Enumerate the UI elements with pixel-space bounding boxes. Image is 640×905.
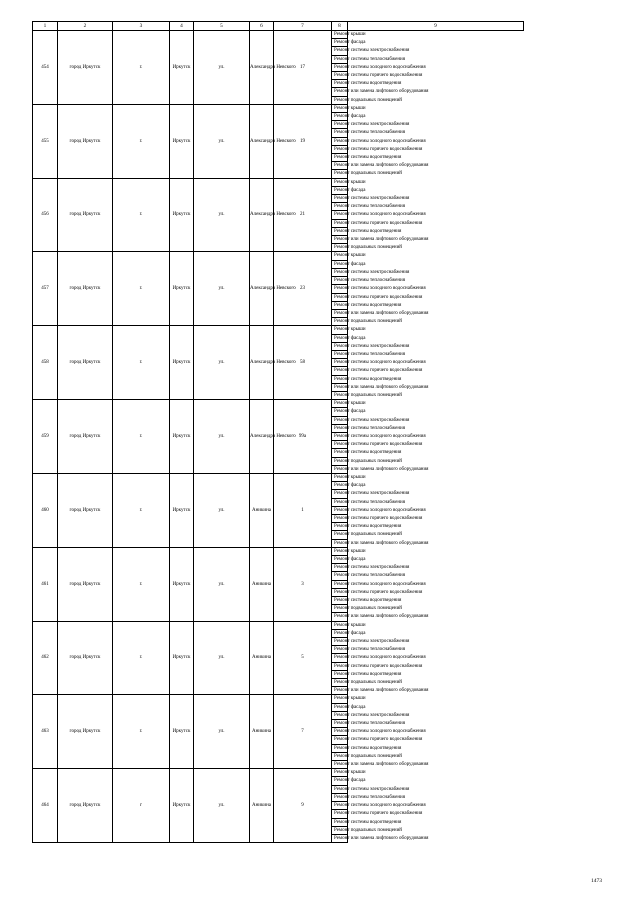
municipality: город Иркутск xyxy=(58,547,113,621)
repair-work-item: Ремонт системы водоотведения xyxy=(332,597,348,605)
column-number: 8 xyxy=(332,22,348,31)
street-name: Аникина xyxy=(250,695,274,769)
place-type: г. xyxy=(113,31,170,105)
column-number: 5 xyxy=(194,22,250,31)
repair-work-item: Ремонт системы холодного водоснабжения xyxy=(332,359,348,367)
table-row xyxy=(33,178,524,186)
record-number: 460 xyxy=(33,473,58,547)
repair-work-item: Ремонт системы горячего водоснабжения xyxy=(332,588,348,596)
place-type: г. xyxy=(113,400,170,474)
place-type: г. xyxy=(113,326,170,400)
repair-work-item: Ремонт крыши xyxy=(332,473,348,481)
repair-work-item: Ремонт системы теплоснабжения xyxy=(332,277,348,285)
repair-work-item: Ремонт фасада xyxy=(332,482,348,490)
table-row xyxy=(33,621,524,629)
street-type: ул. xyxy=(194,621,250,695)
repair-schedule-table xyxy=(32,21,524,843)
repair-work-item: Ремонт системы электроснабжения xyxy=(332,490,348,498)
repair-work-item: Ремонт подвальных помещений xyxy=(332,96,348,104)
repair-work-item: Ремонт системы горячего водоснабжения xyxy=(332,662,348,670)
place-name: Иркутск xyxy=(170,104,194,178)
table-row xyxy=(33,473,524,481)
repair-work-item: Ремонт подвальных помещений xyxy=(332,457,348,465)
street-name: Александра Невского xyxy=(250,31,274,105)
street-type: ул. xyxy=(194,104,250,178)
repair-work-item: Ремонт системы водоотведения xyxy=(332,449,348,457)
house-number: 9 xyxy=(274,769,332,843)
table-body xyxy=(33,31,524,843)
house-number: 58 xyxy=(274,326,332,400)
repair-work-item: Ремонт системы горячего водоснабжения xyxy=(332,441,348,449)
place-name: Иркутск xyxy=(170,473,194,547)
repair-work-item: Ремонт или замена лифтового оборудования xyxy=(332,761,348,769)
repair-work-item: Ремонт системы водоотведения xyxy=(332,670,348,678)
page-number: 1473 xyxy=(591,878,602,884)
repair-work-item: Ремонт системы электроснабжения xyxy=(332,638,348,646)
repair-work-item: Ремонт системы холодного водоснабжения xyxy=(332,506,348,514)
street-name: Александра Невского xyxy=(250,400,274,474)
repair-work-item: Ремонт или замена лифтового оборудования xyxy=(332,162,348,170)
repair-work-item: Ремонт системы водоотведения xyxy=(332,301,348,309)
repair-work-item: Ремонт крыши xyxy=(332,31,348,39)
table-row xyxy=(33,400,524,408)
repair-work-item: Ремонт крыши xyxy=(332,621,348,629)
column-number: 4 xyxy=(170,22,194,31)
repair-work-item: Ремонт подвальных помещений xyxy=(332,826,348,834)
street-type: ул. xyxy=(194,769,250,843)
street-name: Александра Невского xyxy=(250,104,274,178)
repair-work-item: Ремонт системы теплоснабжения xyxy=(332,646,348,654)
column-number-row xyxy=(33,22,524,31)
repair-work-item: Ремонт системы водоотведения xyxy=(332,227,348,235)
repair-work-item: Ремонт системы холодного водоснабжения xyxy=(332,63,348,71)
column-number: 7 xyxy=(274,22,332,31)
record-number: 458 xyxy=(33,326,58,400)
repair-work-item: Ремонт системы водоотведения xyxy=(332,154,348,162)
municipality: город Иркутск xyxy=(58,400,113,474)
repair-work-item: Ремонт или замена лифтового оборудования xyxy=(332,88,348,96)
repair-work-item: Ремонт подвальных помещений xyxy=(332,170,348,178)
repair-work-item: Ремонт системы горячего водоснабжения xyxy=(332,367,348,375)
repair-work-item: Ремонт фасада xyxy=(332,556,348,564)
repair-work-item: Ремонт системы теплоснабжения xyxy=(332,498,348,506)
municipality: город Иркутск xyxy=(58,695,113,769)
place-type: г. xyxy=(113,547,170,621)
place-type: г. xyxy=(113,695,170,769)
place-name: Иркутск xyxy=(170,31,194,105)
repair-work-item: Ремонт крыши xyxy=(332,326,348,334)
repair-work-item: Ремонт фасада xyxy=(332,186,348,194)
place-name: Иркутск xyxy=(170,695,194,769)
place-name: Иркутск xyxy=(170,252,194,326)
repair-work-item: Ремонт системы водоотведения xyxy=(332,744,348,752)
column-number: 6 xyxy=(250,22,274,31)
street-type: ул. xyxy=(194,547,250,621)
repair-work-item: Ремонт системы электроснабжения xyxy=(332,416,348,424)
table-row xyxy=(33,31,524,39)
record-number: 462 xyxy=(33,621,58,695)
house-number: 7 xyxy=(274,695,332,769)
place-name: Иркутск xyxy=(170,326,194,400)
repair-work-item: Ремонт подвальных помещений xyxy=(332,244,348,252)
repair-work-item: Ремонт системы теплоснабжения xyxy=(332,720,348,728)
record-number: 463 xyxy=(33,695,58,769)
repair-work-item: Ремонт фасада xyxy=(332,334,348,342)
street-type: ул. xyxy=(194,178,250,252)
municipality: город Иркутск xyxy=(58,769,113,843)
record-number: 461 xyxy=(33,547,58,621)
repair-work-item: Ремонт системы электроснабжения xyxy=(332,121,348,129)
place-type: г xyxy=(113,769,170,843)
repair-work-item: Ремонт крыши xyxy=(332,400,348,408)
repair-work-item: Ремонт или замена лифтового оборудования xyxy=(332,834,348,842)
street-name: Аникина xyxy=(250,473,274,547)
repair-work-item: Ремонт подвальных помещений xyxy=(332,752,348,760)
repair-work-item: Ремонт фасада xyxy=(332,260,348,268)
municipality: город Иркутск xyxy=(58,178,113,252)
place-type: г. xyxy=(113,104,170,178)
street-type: ул. xyxy=(194,31,250,105)
repair-work-item: Ремонт фасада xyxy=(332,703,348,711)
repair-work-item: Ремонт фасада xyxy=(332,629,348,637)
repair-work-item: Ремонт системы электроснабжения xyxy=(332,342,348,350)
place-type: г. xyxy=(113,621,170,695)
place-name: Иркутск xyxy=(170,547,194,621)
municipality: город Иркутск xyxy=(58,31,113,105)
repair-work-item: Ремонт крыши xyxy=(332,104,348,112)
street-type: ул. xyxy=(194,326,250,400)
repair-work-item: Ремонт крыши xyxy=(332,547,348,555)
repair-work-item: Ремонт подвальных помещений xyxy=(332,318,348,326)
house-number: 1 xyxy=(274,473,332,547)
repair-work-item: Ремонт системы электроснабжения xyxy=(332,785,348,793)
street-name: Александра Невского xyxy=(250,252,274,326)
record-number: 456 xyxy=(33,178,58,252)
column-number: 3 xyxy=(113,22,170,31)
house-number: 3 xyxy=(274,547,332,621)
repair-work-item: Ремонт или замена лифтового оборудования xyxy=(332,539,348,547)
repair-work-item: Ремонт системы теплоснабжения xyxy=(332,424,348,432)
record-number: 457 xyxy=(33,252,58,326)
place-name: Иркутск xyxy=(170,178,194,252)
table-row xyxy=(33,695,524,703)
table-row xyxy=(33,547,524,555)
place-name: Иркутск xyxy=(170,621,194,695)
column-number: 2 xyxy=(58,22,113,31)
repair-work-item: Ремонт или замена лифтового оборудования xyxy=(332,465,348,473)
house-number: 23 xyxy=(274,252,332,326)
repair-work-item: Ремонт системы горячего водоснабжения xyxy=(332,72,348,80)
repair-work-item: Ремонт системы электроснабжения xyxy=(332,711,348,719)
place-type: г. xyxy=(113,473,170,547)
repair-work-item: Ремонт системы водоотведения xyxy=(332,523,348,531)
repair-work-item: Ремонт системы водоотведения xyxy=(332,80,348,88)
repair-work-item: Ремонт системы водоотведения xyxy=(332,375,348,383)
repair-work-item: Ремонт системы электроснабжения xyxy=(332,268,348,276)
house-number: 5 xyxy=(274,621,332,695)
place-name: Иркутск xyxy=(170,400,194,474)
street-name: Аникина xyxy=(250,547,274,621)
record-number: 454 xyxy=(33,31,58,105)
place-name: Иркутск xyxy=(170,769,194,843)
repair-work-item: Ремонт фасада xyxy=(332,113,348,121)
repair-work-item: Ремонт системы холодного водоснабжения xyxy=(332,432,348,440)
repair-work-item: Ремонт системы горячего водоснабжения xyxy=(332,293,348,301)
repair-work-item: Ремонт фасада xyxy=(332,408,348,416)
repair-work-item: Ремонт системы холодного водоснабжения xyxy=(332,728,348,736)
house-number: 19 xyxy=(274,104,332,178)
repair-work-item: Ремонт системы водоотведения xyxy=(332,818,348,826)
repair-work-item: Ремонт системы холодного водоснабжения xyxy=(332,137,348,145)
repair-work-item: Ремонт системы холодного водоснабжения xyxy=(332,285,348,293)
repair-work-item: Ремонт или замена лифтового оборудования xyxy=(332,613,348,621)
repair-work-item: Ремонт системы электроснабжения xyxy=(332,564,348,572)
record-number: 459 xyxy=(33,400,58,474)
place-type: г. xyxy=(113,252,170,326)
repair-work-item: Ремонт подвальных помещений xyxy=(332,391,348,399)
house-number: 21 xyxy=(274,178,332,252)
repair-work-item: Ремонт системы холодного водоснабжения xyxy=(332,211,348,219)
repair-work-item: Ремонт системы горячего водоснабжения xyxy=(332,219,348,227)
repair-work-item: Ремонт или замена лифтового оборудования xyxy=(332,236,348,244)
street-type: ул. xyxy=(194,473,250,547)
house-number: 99а xyxy=(274,400,332,474)
column-number: 1 xyxy=(33,22,58,31)
repair-work-item: Ремонт системы горячего водоснабжения xyxy=(332,145,348,153)
repair-work-item: Ремонт крыши xyxy=(332,252,348,260)
municipality: город Иркутск xyxy=(58,621,113,695)
street-type: ул. xyxy=(194,252,250,326)
table-row xyxy=(33,769,524,777)
street-type: ул. xyxy=(194,695,250,769)
repair-work-item: Ремонт системы теплоснабжения xyxy=(332,350,348,358)
repair-work-item: Ремонт системы горячего водоснабжения xyxy=(332,736,348,744)
place-type: г. xyxy=(113,178,170,252)
repair-work-item: Ремонт системы горячего водоснабжения xyxy=(332,810,348,818)
municipality: город Иркутск xyxy=(58,326,113,400)
repair-work-item: Ремонт или замена лифтового оборудования xyxy=(332,309,348,317)
street-name: Аникина xyxy=(250,769,274,843)
repair-work-item: Ремонт системы теплоснабжения xyxy=(332,129,348,137)
column-number: 9 xyxy=(348,22,524,31)
repair-work-item: Ремонт подвальных помещений xyxy=(332,531,348,539)
repair-work-item: Ремонт фасада xyxy=(332,777,348,785)
table-row xyxy=(33,104,524,112)
repair-work-item: Ремонт системы электроснабжения xyxy=(332,195,348,203)
street-name: Александра Невского xyxy=(250,326,274,400)
repair-work-item: Ремонт крыши xyxy=(332,695,348,703)
record-number: 455 xyxy=(33,104,58,178)
repair-work-item: Ремонт крыши xyxy=(332,769,348,777)
house-number: 17 xyxy=(274,31,332,105)
repair-work-item: Ремонт подвальных помещений xyxy=(332,679,348,687)
repair-work-item: Ремонт системы теплоснабжения xyxy=(332,793,348,801)
municipality: город Иркутск xyxy=(58,252,113,326)
repair-work-item: Ремонт системы теплоснабжения xyxy=(332,203,348,211)
street-type: ул. xyxy=(194,400,250,474)
table-row xyxy=(33,326,524,334)
repair-work-item: Ремонт системы холодного водоснабжения xyxy=(332,654,348,662)
table-row xyxy=(33,252,524,260)
repair-work-item: Ремонт системы теплоснабжения xyxy=(332,55,348,63)
repair-work-item: Ремонт системы теплоснабжения xyxy=(332,572,348,580)
repair-work-item: Ремонт системы горячего водоснабжения xyxy=(332,514,348,522)
repair-work-item: Ремонт системы холодного водоснабжения xyxy=(332,580,348,588)
repair-work-item: Ремонт или замена лифтового оборудования xyxy=(332,687,348,695)
street-name: Аникина xyxy=(250,621,274,695)
record-number: 464 xyxy=(33,769,58,843)
municipality: город Иркутск xyxy=(58,473,113,547)
repair-work-item: Ремонт системы электроснабжения xyxy=(332,47,348,55)
repair-work-item: Ремонт фасада xyxy=(332,39,348,47)
repair-work-item: Ремонт системы холодного водоснабжения xyxy=(332,802,348,810)
repair-work-item: Ремонт подвальных помещений xyxy=(332,605,348,613)
municipality: город Иркутск xyxy=(58,104,113,178)
repair-work-item: Ремонт крыши xyxy=(332,178,348,186)
street-name: Александра Невского xyxy=(250,178,274,252)
repair-work-item: Ремонт или замена лифтового оборудования xyxy=(332,383,348,391)
